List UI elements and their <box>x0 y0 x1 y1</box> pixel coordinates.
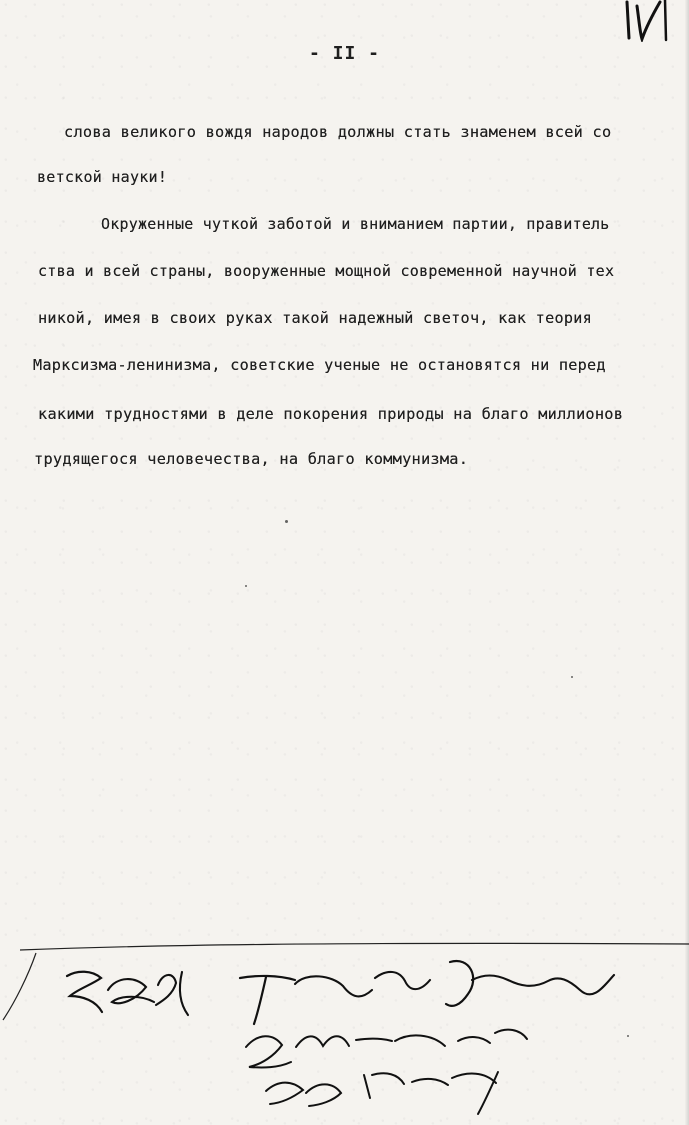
document-line: ства и всей страны, вооруженные мощной современной научной тех <box>38 262 615 280</box>
ink-speck <box>571 676 573 678</box>
document-line: Окруженные чуткой заботой и вниманием партии, правитель <box>101 215 610 233</box>
corner-handwritten-mark <box>615 0 679 42</box>
handwritten-signature <box>0 920 689 1125</box>
document-line: ветской науки! <box>37 168 168 186</box>
document-line: никой, имея в своих руках такой надежный светоч, как теория <box>38 309 593 327</box>
page-edge-shadow <box>685 0 689 1125</box>
document-line: Марксизма-ленинизма, советские ученые не остановятся ни перед <box>33 356 606 374</box>
document-line: какими трудностями в деле покорения природы на благо миллионов <box>38 405 624 423</box>
document-line: трудящегося человечества, на благо коммунизма. <box>34 450 469 468</box>
ink-speck <box>245 585 247 587</box>
document-line: слова великого вождя народов должны стать знаменем всей со <box>64 123 612 141</box>
page-number: - II - <box>308 43 381 64</box>
handwritten-signature-block <box>0 920 689 1125</box>
ink-speck <box>285 520 288 523</box>
